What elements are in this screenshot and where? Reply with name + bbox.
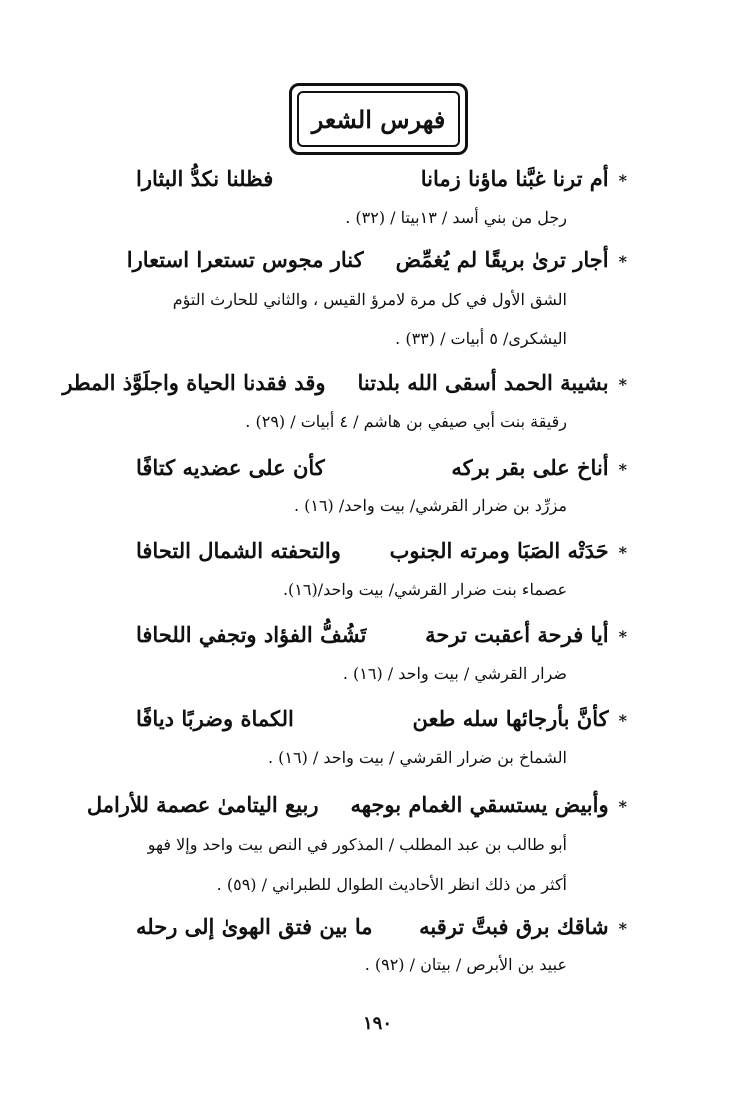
bullet-star: * (618, 543, 627, 562)
attribution-note: عبيد بن الأبرص / بيتان / (٩٢) . (364, 955, 567, 974)
attribution-note: الشماخ بن ضرار القرشي / بيت واحد / (١٦) . (267, 748, 567, 767)
bullet-star: * (618, 627, 627, 646)
verse-line (86, 792, 627, 817)
bullet-star: * (618, 797, 627, 816)
verse-line (136, 914, 627, 939)
title-frame (289, 83, 468, 155)
attribution-note: الشق الأول في كل مرة لامرؤ القيس ، والثاني للحارث التؤم (172, 290, 567, 309)
verse-hemistich-first: أجار ترىٰ بريقًا لم يُغمِّض (395, 247, 609, 272)
bullet-star: * (618, 171, 627, 190)
verse-hemistich-first: حَدَتْه الصَبَا ومرته الجنوب (389, 538, 609, 563)
attribution-note: رقيقة بنت أبي صيفي بن هاشم / ٤ أبيات / (٢٩) . (245, 412, 567, 431)
verse-hemistich-first: وأبيض يستسقي الغمام بوجهه (350, 792, 609, 817)
verse-hemistich-second: فظلنا نكدُّ البثارا (136, 166, 274, 191)
verse-hemistich-second: تَشُفُّ الفؤاد وتجفي اللحافا (136, 622, 367, 647)
bullet-star: * (618, 711, 627, 730)
verse-hemistich-second: الكماة وضربًا ديافًا (136, 706, 294, 731)
verse-hemistich-first: شاقك برق فبتَّ ترقبه (419, 914, 609, 939)
verse-hemistich-second: ما بين فتق الهوىٰ إلى رحله (136, 914, 373, 939)
attribution-note: عصماء بنت ضرار القرشي/ بيت واحد/(١٦). (282, 580, 567, 599)
verse-hemistich-second: وقد فقدنا الحياة واجلَوَّذ المطر (62, 370, 326, 395)
verse-hemistich-first: أيا فرحة أعقبت ترحة (425, 622, 609, 647)
verse-line (136, 455, 627, 480)
attribution-note: أبو طالب بن عبد المطلب / المذكور في النص بيت واحد وإلا فهو (147, 835, 567, 854)
page-number: ١٩٠ (362, 1013, 392, 1034)
bullet-star: * (618, 375, 627, 394)
bullet-star: * (618, 252, 627, 271)
bullet-star: * (618, 460, 627, 479)
verse-hemistich-first: أم ترنا غبَّنا ماؤنا زمانا (420, 166, 609, 191)
verse-hemistich-first: كأنَّ بأرجائها سله طعن (412, 706, 609, 731)
attribution-note: أكثر من ذلك انظر الأحاديث الطوال للطبراني / (٥٩) . (216, 875, 567, 894)
verse-line (136, 166, 627, 191)
attribution-note: رجل من بني أسد / ١٣بيتا / (٣٢) . (345, 208, 567, 227)
verse-line (136, 706, 627, 731)
verse-hemistich-second: كنار مجوس تستعرا استعارا (126, 247, 364, 272)
attribution-note: مزرِّد بن ضرار القرشي/ بيت واحد/ (١٦) . (293, 496, 567, 515)
verse-hemistich-second: كأن على عضديه كتافًا (136, 455, 325, 480)
verse-line (136, 622, 627, 647)
verse-hemistich-first: أناخ على بقر بركه (451, 455, 609, 480)
bullet-star: * (618, 919, 627, 938)
verse-hemistich-second: والتحفته الشمال التحافا (136, 538, 341, 563)
attribution-note: ضرار القرشي / بيت واحد / (١٦) . (342, 664, 567, 683)
attribution-note: اليشكرى/ ٥ أبيات / (٣٣) . (395, 329, 567, 348)
verse-line (136, 538, 627, 563)
verse-line (126, 247, 627, 272)
verse-hemistich-first: بشيبة الحمد أسقى الله بلدتنا (357, 370, 609, 395)
verse-line (62, 370, 627, 395)
verse-hemistich-second: ربيع اليتامىٰ عصمة للأرامل (86, 792, 319, 817)
page-title: فهرس الشعر (297, 91, 460, 147)
